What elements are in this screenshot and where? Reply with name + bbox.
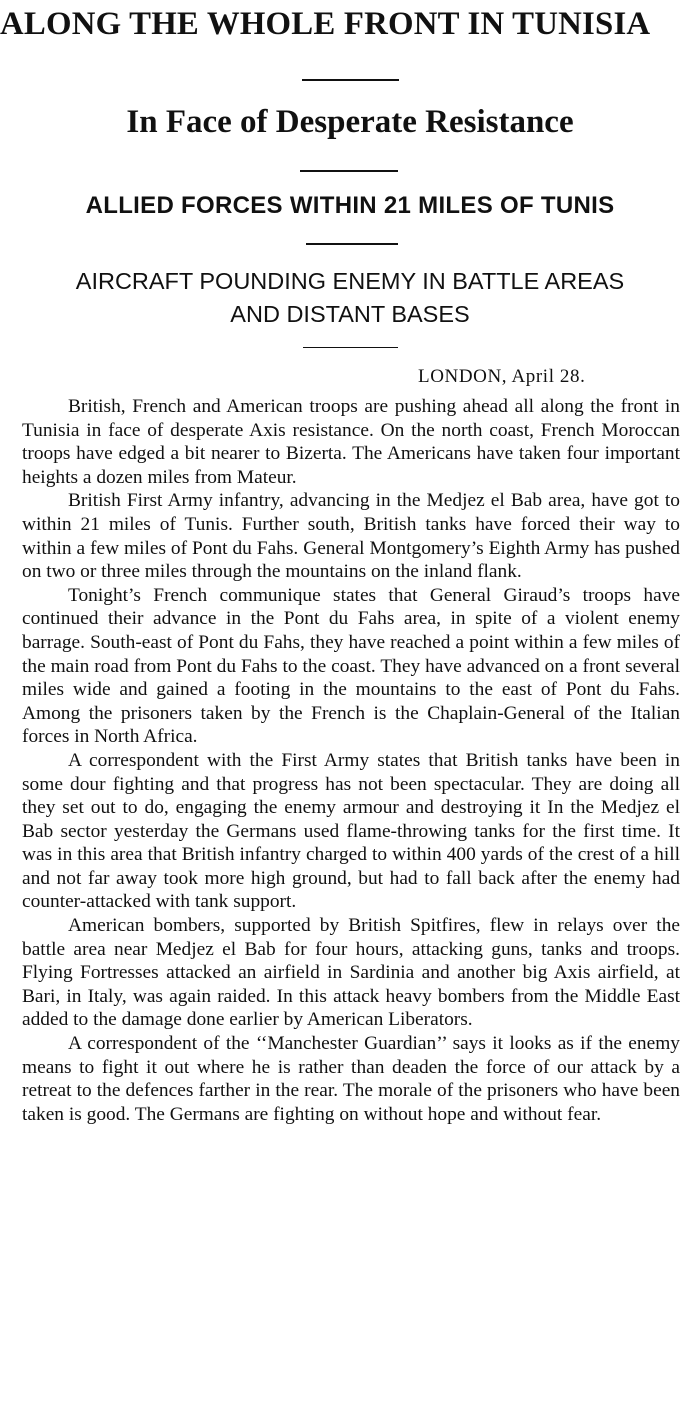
- paragraph: American bombers, supported by British Spitfires, flew in relays over the battle area near Medjez el Bab for four hours, attacking guns, tanks and troops. Flying Fortresses attacked an airfield in Sardinia and another big Axis airfield, at Bari, in Italy, was again raided. In this attack heavy bombers from the Middle East added to the damage done earlier by American Liberators.: [22, 915, 680, 1031]
- divider-rule: [306, 243, 398, 245]
- divider-rule: [300, 170, 398, 172]
- divider-rule: [302, 79, 399, 81]
- subdeck-line-2: AND DISTANT BASES: [230, 301, 470, 327]
- paragraph: Tonight’s French communique states that General Giraud’s troops have continued their advance in the Pont du Fahs area, in spite of a violent enemy barrage. South-east of Pont du Fahs, they have reached a point within a few miles of the main road from Pont du Fahs to the coast. They have advanced on a front several miles wide and gained a footing in the mountains to the east of Pont du Fahs. Among the prisoners taken by the French is the Chaplain-General of the Italian forces in North Africa.: [22, 584, 680, 748]
- deck: ALLIED FORCES WITHIN 21 MILES OF TUNIS: [85, 192, 615, 219]
- paragraph: A correspondent with the First Army states that British tanks have been in some dour fighting and that progress has not been spectacular. They are doing all they set out to do, engaging the enemy armour and destroying it In the Medjez el Bab sector yesterday the Germans used flame-throwing tanks for the first time. It was in this area that British infantry charged to within 400 yards of the crest of a hill and not far away took more high ground, but had to fall back after the enemy had counter-attacked with tank support.: [22, 749, 680, 913]
- paragraph: A correspondent of the ‘‘Manchester Guardian’’ says it looks as if the enemy means to fight it out where he is rather than deaden the force of our attack by a retreat to the defences farther in the rear. The morale of the prisoners who have been taken is good. The Germans are fighting on without hope and without fear.: [22, 1033, 680, 1125]
- article-body: [22, 395, 680, 1126]
- paragraph: British First Army infantry, advancing in the Medjez el Bab area, have got to within 21 miles of Tunis. Further south, British tanks have forced their way to within a few miles of Pont du Fahs. General Montgomery’s Eighth Army has pushed on two or three miles through the mountains on the inland flank.: [22, 490, 680, 583]
- paragraph: British, French and American troops are pushing ahead all along the front in Tunisia in face of desperate Axis resistance. On the north coast, French Moroccan troops have edged a bit nearer to Bizerta. The Americans have taken four important heights a dozen miles from Mateur.: [22, 396, 680, 488]
- headline: ALONG THE WHOLE FRONT IN TUNISIA: [0, 6, 651, 42]
- subdeck-line-1: AIRCRAFT POUNDING ENEMY IN BATTLE AREAS: [75, 268, 625, 294]
- subheadline: In Face of Desperate Resistance: [126, 104, 574, 140]
- dateline: LONDON, April 28.: [418, 366, 586, 387]
- divider-rule: [303, 347, 398, 348]
- subdeck: [0, 265, 700, 331]
